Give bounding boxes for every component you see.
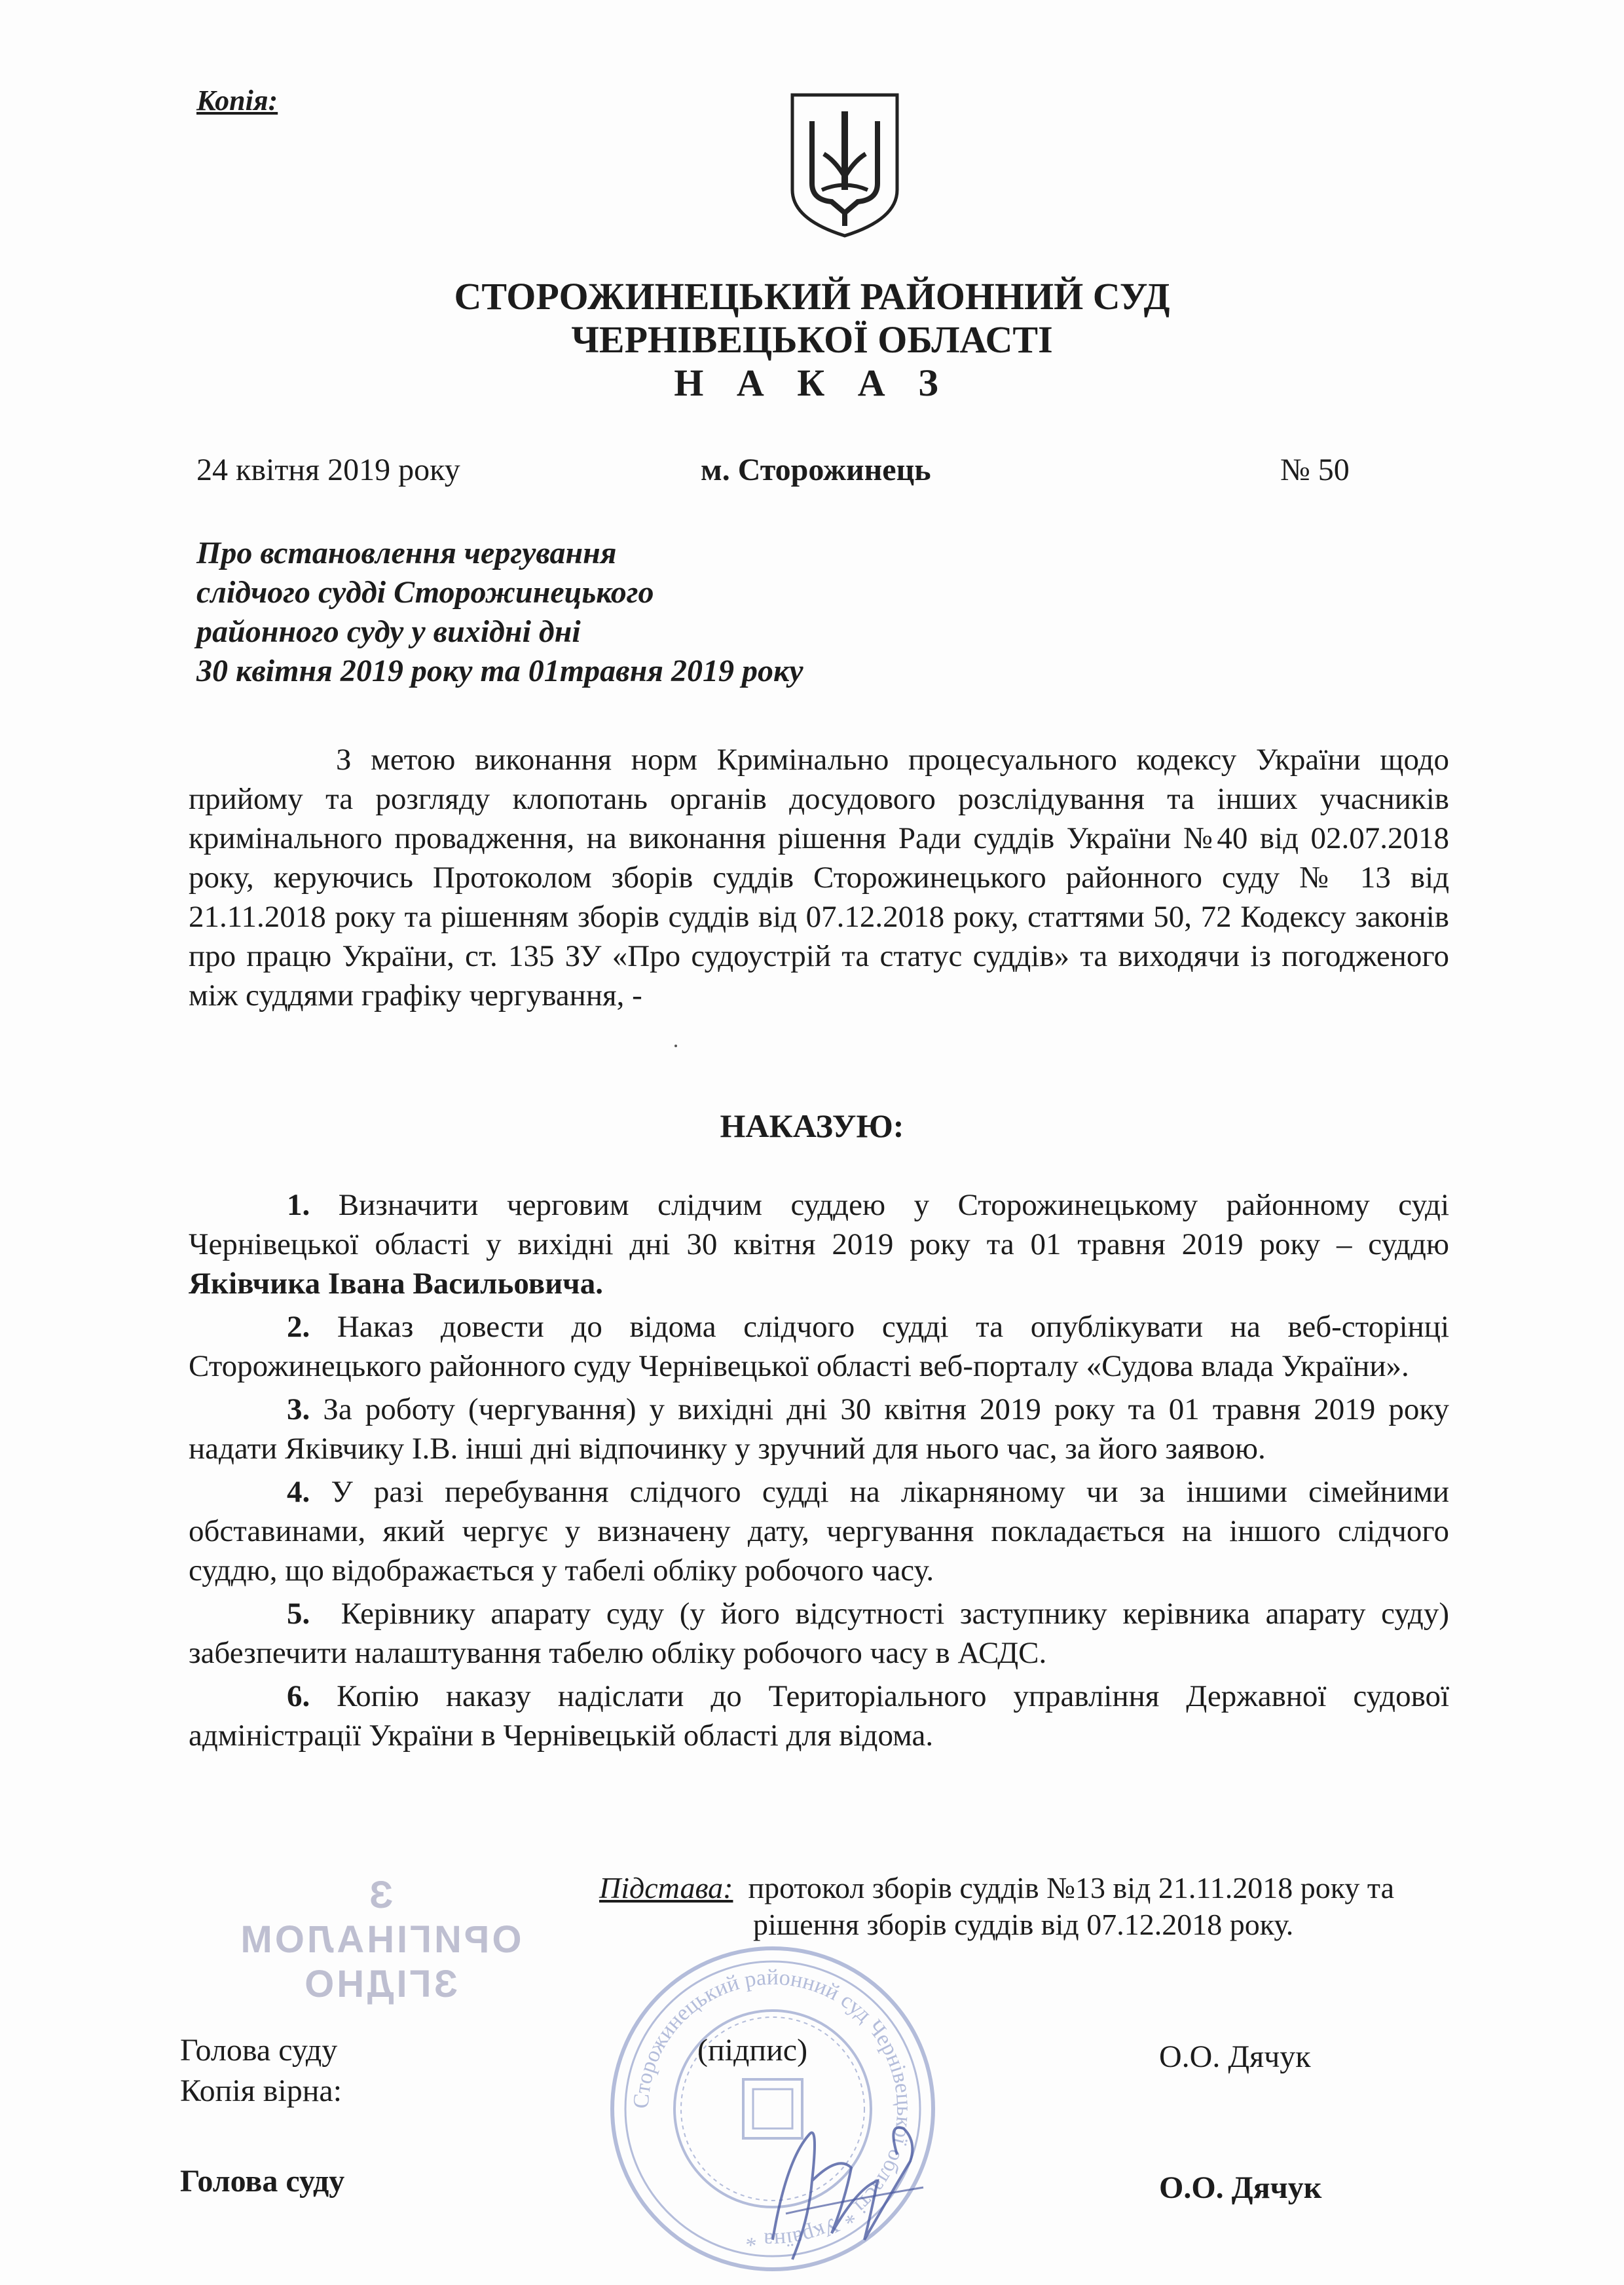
head-name-bold: О.О. Дячук: [1159, 2170, 1322, 2205]
order-date: 24 квітня 2019 року: [196, 453, 460, 487]
scan-speck: [674, 1045, 677, 1047]
intro-paragraph: З метою виконання норм Кримінально процесуального кодексу України щодо прийому та розгляду клопотань органів досудового розслідування та інших учасників кримінального провадження, на виконання рішення Ради суддів України №40 від 02.07.2018 року, керуючись Протоколом зборів суддів Сторожинецького районного суду № 13 від 21.11.2018 року та рішенням зборів суддів від 07.12.2018 року, статтями 50, 72 Кодексу законів про працю України, ст. 135 ЗУ «Про судоустрій та статус суддів» та виходячи із погодженого між суддями графіку чергування, -: [189, 743, 1449, 1012]
seal-text: Сторожинецький районний суд Чернівецької області * Україна *: [629, 1965, 917, 2253]
order-heading: НАКАЗУЮ:: [720, 1107, 904, 1144]
basis-label: Підстава:: [599, 1871, 733, 1904]
item-number: 3.: [287, 1392, 310, 1426]
copy-label: Копія:: [196, 84, 278, 117]
signature-mark: (підпис): [697, 2033, 808, 2068]
order-item: [189, 1594, 1449, 1673]
head-name: О.О. Дячук: [1159, 2039, 1311, 2074]
order-subject: [196, 534, 982, 691]
copy-stamp: [236, 1873, 524, 2005]
subject-line: районного суду у вихідні дні: [196, 614, 581, 649]
order-items: [189, 1185, 1449, 1759]
court-region: ЧЕРНІВЕЦЬКОЇ ОБЛАСТІ: [571, 318, 1053, 361]
item-number: 4.: [287, 1475, 310, 1509]
order-city: м. Сторожинець: [701, 453, 931, 487]
stamp-line: ЗГІДНО: [302, 1963, 458, 2005]
item-text: Копію наказу надіслати до Територіального управління Державної судової адміністрації України в Чернівецькій області для відома.: [189, 1679, 1449, 1753]
item-text: За роботу (чергування) у вихідні дні 30 квітня 2019 року та 01 травня 2019 року надати Яківчику І.В. інші дні відпочинку у зручний для нього час, за його заявою.: [189, 1392, 1449, 1466]
head-title-bold: Голова суду: [180, 2164, 345, 2199]
subject-line: Про встановлення чергування: [196, 536, 617, 570]
order-item: [189, 1185, 1449, 1303]
order-item: [189, 1472, 1449, 1590]
order-basis: [599, 1870, 1516, 1943]
court-name: СТОРОЖИНЕЦЬКИЙ РАЙОННИЙ СУД: [454, 275, 1170, 318]
copy-true-label: Копія вірна:: [180, 2073, 342, 2108]
subject-line: 30 квітня 2019 року та 01травня 2019 року: [196, 654, 803, 688]
order-number: № 50: [1280, 453, 1350, 487]
order-item: [189, 1307, 1449, 1386]
item-text: Наказ довести до відома слідчого судді та опублікувати на веб-сторінці Сторожинецького районного суду Чернівецької області веб-порталу «Судова влада України».: [189, 1310, 1450, 1383]
document-type: Н А К А З: [674, 362, 950, 404]
order-item: [189, 1677, 1449, 1755]
item-text: У разі перебування слідчого судді на лікарняному чи за іншими сімейними обставинами, який чергує у визначену дату, чергування покладається на іншого слідчого суддю, що відображається у табелі обліку робочого часу.: [189, 1475, 1449, 1588]
head-title: Голова суду: [180, 2033, 338, 2068]
court-header: [0, 275, 1624, 405]
basis-text: протокол зборів суддів №13 від 21.11.2018 року та: [748, 1871, 1394, 1904]
item-text: Визначити черговим слідчим суддею у Сторожинецькому районному суді Чернівецької області у вихідні дні 30 квітня 2019 року та 01 травня 2019 року – суддю: [189, 1188, 1450, 1261]
order-item: [189, 1390, 1449, 1468]
stamp-line: З ОРИГІНАЛОМ: [238, 1874, 522, 1961]
basis-text: рішення зборів суддів від 07.12.2018 року.: [753, 1908, 1294, 1941]
item-number: 5.: [287, 1597, 310, 1631]
item-number: 1.: [287, 1188, 310, 1222]
item-number: 6.: [287, 1679, 310, 1713]
judge-name: Яківчика Івана Васильовича.: [189, 1267, 603, 1301]
trident-emblem-icon: [786, 92, 904, 239]
item-text: Керівнику апарату суду (у його відсутності заступнику керівника апарату суду) забезпечити налаштування табелю обліку робочого часу в АСДС.: [189, 1597, 1449, 1670]
item-number: 2.: [287, 1310, 310, 1344]
handwritten-signature-icon: [747, 2083, 943, 2279]
subject-line: слідчого судді Сторожинецького: [196, 575, 654, 610]
